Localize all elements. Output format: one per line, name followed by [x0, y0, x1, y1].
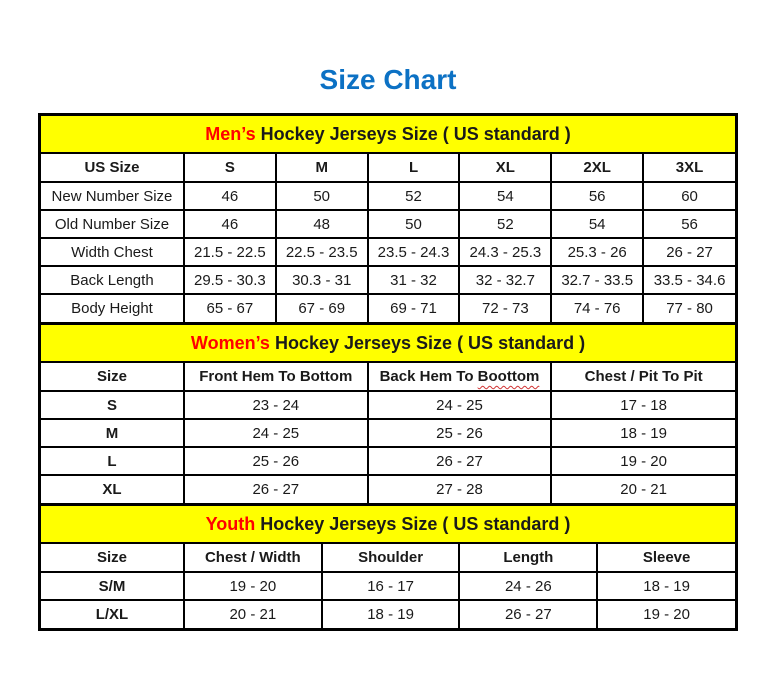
- column-header: Shoulder: [322, 544, 460, 572]
- table-row: [41, 294, 735, 322]
- size-value-cell: 69 - 71: [368, 294, 460, 322]
- row-label: S/M: [41, 572, 184, 600]
- size-value-cell: 25.3 - 26: [551, 238, 643, 266]
- size-value-cell: 46: [184, 210, 276, 238]
- size-value-cell: 29.5 - 30.3: [184, 266, 276, 294]
- column-header: S: [184, 154, 276, 182]
- column-header: Chest / Width: [184, 544, 322, 572]
- mens-size-table: [41, 154, 735, 322]
- table-row: [41, 600, 735, 628]
- size-value-cell: 16 - 17: [322, 572, 460, 600]
- size-value-cell: 24 - 25: [368, 391, 552, 419]
- womens-section-title: [41, 322, 735, 363]
- column-header: XL: [459, 154, 551, 182]
- mens-section-title: [41, 116, 735, 154]
- youth-section-title: [41, 503, 735, 544]
- header-row: [41, 544, 735, 572]
- table-row: [41, 572, 735, 600]
- size-value-cell: 25 - 26: [368, 419, 552, 447]
- size-value-cell: 22.5 - 23.5: [276, 238, 368, 266]
- table-row: [41, 391, 735, 419]
- size-value-cell: 52: [368, 182, 460, 210]
- size-value-cell: 18 - 19: [322, 600, 460, 628]
- size-value-cell: 67 - 69: [276, 294, 368, 322]
- row-label: XL: [41, 475, 184, 503]
- size-value-cell: 18 - 19: [597, 572, 735, 600]
- size-value-cell: 26 - 27: [643, 238, 735, 266]
- size-value-cell: 23.5 - 24.3: [368, 238, 460, 266]
- table-row: [41, 182, 735, 210]
- womens-title-rest: Hockey Jerseys Size ( US standard ): [269, 333, 586, 353]
- size-value-cell: 30.3 - 31: [276, 266, 368, 294]
- column-header: Size: [41, 544, 184, 572]
- youth-size-section: [41, 503, 735, 628]
- column-header: Length: [459, 544, 597, 572]
- table-row: [41, 266, 735, 294]
- size-value-cell: 26 - 27: [184, 475, 368, 503]
- size-value-cell: 56: [643, 210, 735, 238]
- size-value-cell: 52: [459, 210, 551, 238]
- column-header: Sleeve: [597, 544, 735, 572]
- size-value-cell: 25 - 26: [184, 447, 368, 475]
- size-value-cell: 72 - 73: [459, 294, 551, 322]
- column-header: Size: [41, 363, 184, 391]
- size-value-cell: 32 - 32.7: [459, 266, 551, 294]
- column-header: 2XL: [551, 154, 643, 182]
- row-label: Body Height: [41, 294, 184, 322]
- womens-table-header: [41, 363, 735, 391]
- size-value-cell: 74 - 76: [551, 294, 643, 322]
- mens-title-rest: Hockey Jerseys Size ( US standard ): [255, 124, 571, 144]
- row-label: S: [41, 391, 184, 419]
- size-value-cell: 50: [276, 182, 368, 210]
- womens-highlight-label: Women’s: [190, 333, 270, 353]
- row-label: Old Number Size: [41, 210, 184, 238]
- size-value-cell: 32.7 - 33.5: [551, 266, 643, 294]
- table-row: [41, 419, 735, 447]
- mens-table-header: [41, 154, 735, 182]
- size-value-cell: 19 - 20: [184, 572, 322, 600]
- column-header: M: [276, 154, 368, 182]
- mens-size-section: [41, 116, 735, 322]
- size-value-cell: 19 - 20: [551, 447, 735, 475]
- column-header: 3XL: [643, 154, 735, 182]
- column-header: L: [368, 154, 460, 182]
- size-value-cell: 19 - 20: [597, 600, 735, 628]
- youth-title-rest: Hockey Jerseys Size ( US standard ): [255, 514, 571, 534]
- size-value-cell: 33.5 - 34.6: [643, 266, 735, 294]
- size-value-cell: 21.5 - 22.5: [184, 238, 276, 266]
- header-row: [41, 154, 735, 182]
- size-value-cell: 54: [551, 210, 643, 238]
- table-row: [41, 447, 735, 475]
- row-label: Back Length: [41, 266, 184, 294]
- youth-highlight-label: Youth: [205, 514, 256, 534]
- header-row: [41, 363, 735, 391]
- row-label: L/XL: [41, 600, 184, 628]
- womens-size-section: [41, 322, 735, 503]
- row-label: L: [41, 447, 184, 475]
- size-value-cell: 54: [459, 182, 551, 210]
- size-value-cell: 24 - 25: [184, 419, 368, 447]
- size-value-cell: 24 - 26: [459, 572, 597, 600]
- youth-table-header: [41, 544, 735, 572]
- size-value-cell: 60: [643, 182, 735, 210]
- size-chart-tables: [38, 113, 738, 631]
- page-title: Size Chart: [319, 64, 457, 95]
- size-value-cell: 77 - 80: [643, 294, 735, 322]
- size-value-cell: 24.3 - 25.3: [459, 238, 551, 266]
- size-value-cell: 48: [276, 210, 368, 238]
- column-header: Back Hem To Boottom: [368, 363, 552, 391]
- size-value-cell: 26 - 27: [459, 600, 597, 628]
- size-value-cell: 27 - 28: [368, 475, 552, 503]
- row-label: Width Chest: [41, 238, 184, 266]
- size-value-cell: 50: [368, 210, 460, 238]
- size-value-cell: 31 - 32: [368, 266, 460, 294]
- table-row: [41, 238, 735, 266]
- size-value-cell: 18 - 19: [551, 419, 735, 447]
- column-header: Front Hem To Bottom: [184, 363, 368, 391]
- womens-table-body: [41, 391, 735, 503]
- table-row: [41, 475, 735, 503]
- size-value-cell: 46: [184, 182, 276, 210]
- row-label: M: [41, 419, 184, 447]
- size-value-cell: 26 - 27: [368, 447, 552, 475]
- size-value-cell: 56: [551, 182, 643, 210]
- size-value-cell: 17 - 18: [551, 391, 735, 419]
- size-value-cell: 20 - 21: [184, 600, 322, 628]
- size-value-cell: 65 - 67: [184, 294, 276, 322]
- youth-size-table: [41, 544, 735, 628]
- size-value-cell: 23 - 24: [184, 391, 368, 419]
- column-header: US Size: [41, 154, 184, 182]
- mens-highlight-label: Men’s: [205, 124, 256, 144]
- row-label: New Number Size: [41, 182, 184, 210]
- mens-table-body: [41, 182, 735, 322]
- size-value-cell: 20 - 21: [551, 475, 735, 503]
- table-row: [41, 210, 735, 238]
- column-header: Chest / Pit To Pit: [551, 363, 735, 391]
- youth-table-body: [41, 572, 735, 628]
- misspelled-word: Boottom: [477, 368, 540, 385]
- womens-size-table: [41, 363, 735, 503]
